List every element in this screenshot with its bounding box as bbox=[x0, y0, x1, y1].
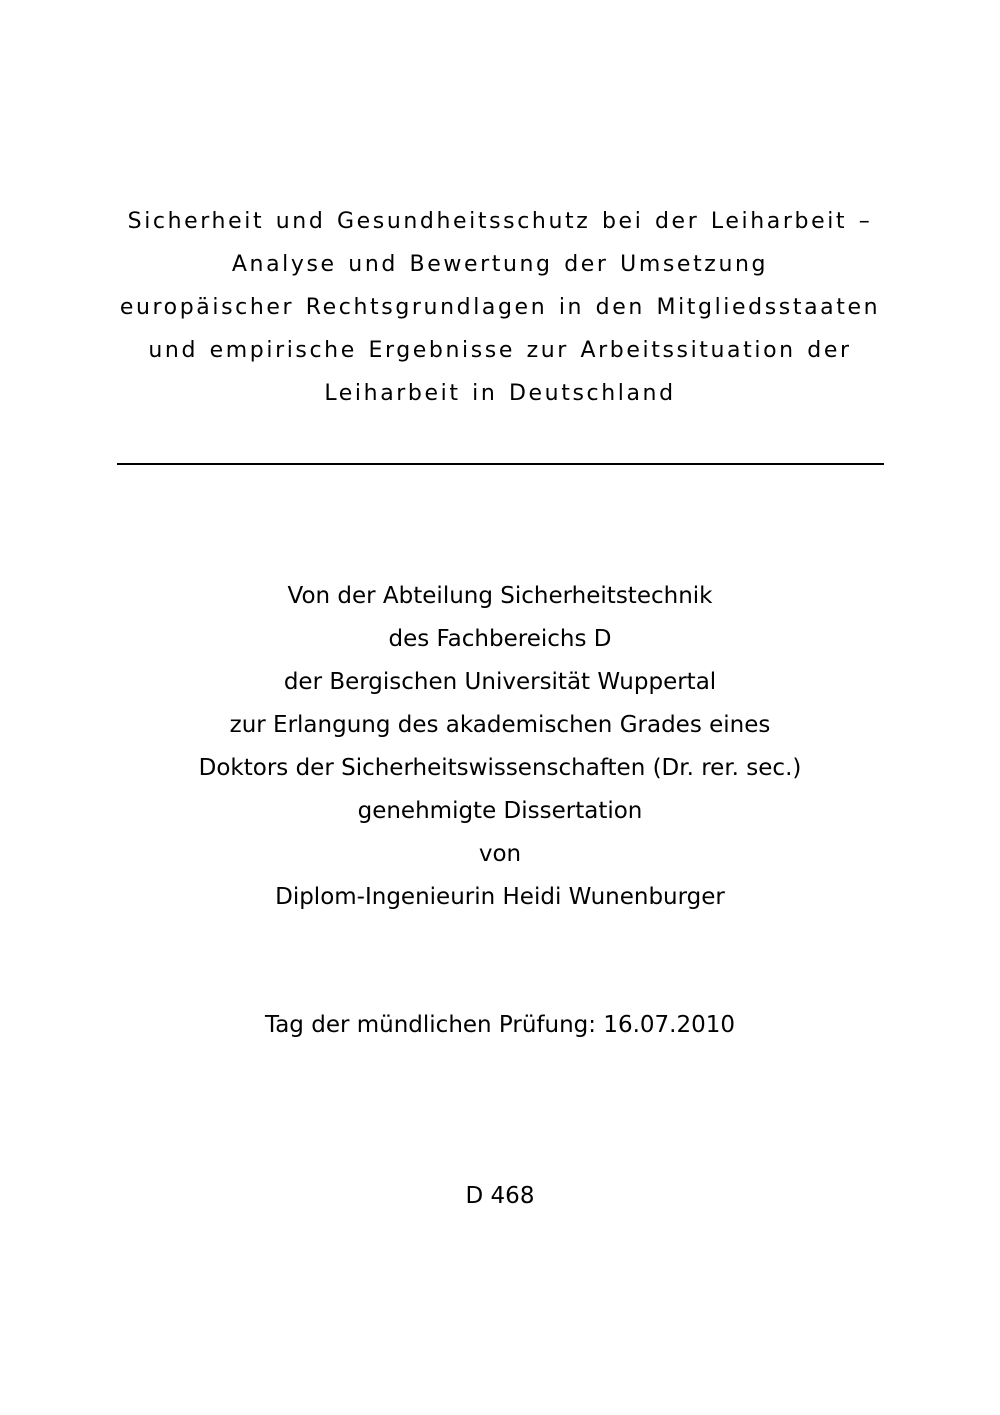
submission-line: der Bergischen Universität Wuppertal bbox=[283, 669, 717, 695]
title-line: Analyse und Bewertung der Umsetzung bbox=[231, 252, 769, 277]
author-name: Diplom-Ingenieurin Heidi Wunenburger bbox=[275, 884, 725, 910]
title-line: europäischer Rechtsgrundlagen in den Mitgliedsstaaten bbox=[119, 295, 881, 320]
title-line: und empirische Ergebnisse zur Arbeitssituation der bbox=[148, 338, 852, 363]
document-number: D 468 bbox=[465, 1183, 535, 1209]
title-line: Sicherheit und Gesundheitsschutz bei der Leiharbeit – bbox=[127, 209, 873, 234]
title-divider bbox=[117, 463, 884, 465]
submission-line: des Fachbereichs D bbox=[388, 626, 612, 652]
dissertation-title bbox=[0, 200, 1000, 415]
submission-statement bbox=[0, 575, 1000, 919]
submission-line: zur Erlangung des akademischen Grades eines bbox=[229, 712, 771, 738]
title-line: Leiharbeit in Deutschland bbox=[324, 381, 676, 406]
exam-date: Tag der mündlichen Prüfung: 16.07.2010 bbox=[264, 1012, 736, 1038]
submission-line: Doktors der Sicherheitswissenschaften (Dr. rer. sec.) bbox=[198, 755, 802, 781]
submission-line: von bbox=[478, 841, 522, 867]
submission-line: genehmigte Dissertation bbox=[357, 798, 643, 824]
submission-line: Von der Abteilung Sicherheitstechnik bbox=[287, 583, 713, 609]
